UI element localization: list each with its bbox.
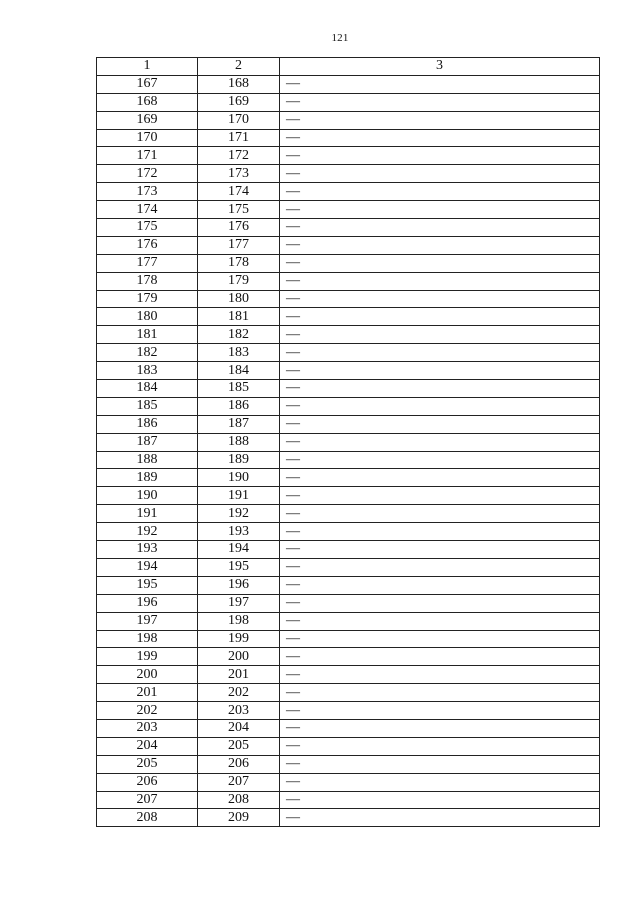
table-cell-col3: — — [280, 219, 600, 237]
table-cell-col3: — — [280, 648, 600, 666]
table-cell-col1: 205 — [97, 755, 198, 773]
table-cell-col3: — — [280, 201, 600, 219]
table-row — [97, 380, 600, 398]
table-cell-col2: 209 — [198, 809, 280, 827]
table-cell-col1: 201 — [97, 684, 198, 702]
table-row — [97, 290, 600, 308]
table-cell-col2: 185 — [198, 380, 280, 398]
table-row — [97, 254, 600, 272]
table-cell-col3: — — [280, 666, 600, 684]
table-cell-col1: 168 — [97, 93, 198, 111]
table-cell-col1: 174 — [97, 201, 198, 219]
table-cell-col3: — — [280, 469, 600, 487]
table-cell-col2: 191 — [198, 487, 280, 505]
table-row — [97, 236, 600, 254]
table-cell-col1: 194 — [97, 558, 198, 576]
table-cell-col3: — — [280, 451, 600, 469]
table-cell-col1: 186 — [97, 415, 198, 433]
table-row — [97, 326, 600, 344]
table-cell-col3: — — [280, 719, 600, 737]
table-cell-col1: 188 — [97, 451, 198, 469]
table-cell-col2: 179 — [198, 272, 280, 290]
column-header-1: 1 — [97, 58, 198, 76]
table-cell-col3: — — [280, 415, 600, 433]
table-row — [97, 147, 600, 165]
table-cell-col1: 170 — [97, 129, 198, 147]
column-header-2: 2 — [198, 58, 280, 76]
table-cell-col2: 182 — [198, 326, 280, 344]
table-cell-col1: 171 — [97, 147, 198, 165]
table-row — [97, 272, 600, 290]
table-cell-col2: 203 — [198, 702, 280, 720]
table-cell-col1: 178 — [97, 272, 198, 290]
table-cell-col2: 206 — [198, 755, 280, 773]
table-cell-col1: 190 — [97, 487, 198, 505]
table-cell-col2: 183 — [198, 344, 280, 362]
table-cell-col1: 207 — [97, 791, 198, 809]
table-cell-col3: — — [280, 147, 600, 165]
table-cell-col2: 170 — [198, 111, 280, 129]
table-cell-col3: — — [280, 541, 600, 559]
column-header-3: 3 — [280, 58, 600, 76]
table-row — [97, 469, 600, 487]
table-row — [97, 129, 600, 147]
table-cell-col3: — — [280, 75, 600, 93]
table-cell-col3: — — [280, 272, 600, 290]
table-cell-col1: 185 — [97, 397, 198, 415]
table-cell-col1: 195 — [97, 576, 198, 594]
table-row — [97, 201, 600, 219]
table-cell-col1: 180 — [97, 308, 198, 326]
table-cell-col1: 177 — [97, 254, 198, 272]
table-row — [97, 397, 600, 415]
table-cell-col3: — — [280, 326, 600, 344]
table-cell-col1: 193 — [97, 541, 198, 559]
table-cell-col3: — — [280, 111, 600, 129]
table-cell-col3: — — [280, 755, 600, 773]
table-cell-col3: — — [280, 576, 600, 594]
table-cell-col2: 205 — [198, 737, 280, 755]
table-row — [97, 666, 600, 684]
table-row — [97, 576, 600, 594]
table-row — [97, 737, 600, 755]
table-cell-col3: — — [280, 702, 600, 720]
table-cell-col2: 196 — [198, 576, 280, 594]
table-cell-col3: — — [280, 290, 600, 308]
table-row — [97, 773, 600, 791]
table-body — [97, 75, 600, 826]
table-cell-col2: 181 — [198, 308, 280, 326]
table-cell-col1: 199 — [97, 648, 198, 666]
table-row — [97, 594, 600, 612]
table-cell-col2: 204 — [198, 719, 280, 737]
table-row — [97, 702, 600, 720]
table-cell-col1: 179 — [97, 290, 198, 308]
table-row — [97, 630, 600, 648]
table-cell-col2: 188 — [198, 433, 280, 451]
table-cell-col1: 184 — [97, 380, 198, 398]
table-cell-col1: 206 — [97, 773, 198, 791]
table-row — [97, 541, 600, 559]
table-cell-col1: 167 — [97, 75, 198, 93]
table-row — [97, 487, 600, 505]
table-cell-col3: — — [280, 594, 600, 612]
table-header-row — [97, 58, 600, 76]
table-cell-col2: 184 — [198, 362, 280, 380]
table-cell-col2: 169 — [198, 93, 280, 111]
table-cell-col3: — — [280, 308, 600, 326]
table-cell-col2: 201 — [198, 666, 280, 684]
table-cell-col3: — — [280, 254, 600, 272]
table-row — [97, 219, 600, 237]
table-cell-col1: 204 — [97, 737, 198, 755]
table-cell-col2: 186 — [198, 397, 280, 415]
table-cell-col2: 171 — [198, 129, 280, 147]
table-cell-col1: 203 — [97, 719, 198, 737]
table-row — [97, 415, 600, 433]
table-cell-col1: 208 — [97, 809, 198, 827]
table-row — [97, 362, 600, 380]
data-table — [96, 57, 600, 827]
table-cell-col2: 200 — [198, 648, 280, 666]
table-cell-col2: 208 — [198, 791, 280, 809]
table-cell-col3: — — [280, 505, 600, 523]
table-cell-col3: — — [280, 433, 600, 451]
table-cell-col3: — — [280, 129, 600, 147]
table-row — [97, 684, 600, 702]
table-cell-col2: 187 — [198, 415, 280, 433]
table-cell-col1: 196 — [97, 594, 198, 612]
table-row — [97, 308, 600, 326]
table-cell-col2: 180 — [198, 290, 280, 308]
table-cell-col2: 189 — [198, 451, 280, 469]
table-cell-col2: 197 — [198, 594, 280, 612]
page-number: 121 — [331, 32, 349, 44]
table-cell-col3: — — [280, 165, 600, 183]
table-cell-col1: 187 — [97, 433, 198, 451]
table-row — [97, 75, 600, 93]
table-cell-col2: 175 — [198, 201, 280, 219]
table-cell-col3: — — [280, 344, 600, 362]
table-row — [97, 755, 600, 773]
table-cell-col3: — — [280, 93, 600, 111]
table-cell-col3: — — [280, 791, 600, 809]
table-cell-col1: 172 — [97, 165, 198, 183]
table-cell-col2: 193 — [198, 523, 280, 541]
table-cell-col2: 192 — [198, 505, 280, 523]
table-row — [97, 791, 600, 809]
table-cell-col2: 173 — [198, 165, 280, 183]
table-cell-col3: — — [280, 558, 600, 576]
table-cell-col1: 192 — [97, 523, 198, 541]
table-cell-col1: 173 — [97, 183, 198, 201]
table-cell-col3: — — [280, 737, 600, 755]
table-cell-col3: — — [280, 523, 600, 541]
table-row — [97, 433, 600, 451]
table-row — [97, 344, 600, 362]
table-cell-col3: — — [280, 380, 600, 398]
table-cell-col3: — — [280, 487, 600, 505]
table-cell-col1: 202 — [97, 702, 198, 720]
table-row — [97, 111, 600, 129]
table-cell-col2: 207 — [198, 773, 280, 791]
table-cell-col2: 176 — [198, 219, 280, 237]
table-cell-col1: 191 — [97, 505, 198, 523]
table-cell-col3: — — [280, 630, 600, 648]
table-row — [97, 612, 600, 630]
table-header — [97, 58, 600, 76]
table-cell-col1: 182 — [97, 344, 198, 362]
table-cell-col3: — — [280, 773, 600, 791]
table-row — [97, 558, 600, 576]
table-cell-col2: 202 — [198, 684, 280, 702]
table-cell-col2: 198 — [198, 612, 280, 630]
table-cell-col1: 198 — [97, 630, 198, 648]
table-row — [97, 165, 600, 183]
table-cell-col2: 199 — [198, 630, 280, 648]
table-cell-col3: — — [280, 236, 600, 254]
table-cell-col2: 177 — [198, 236, 280, 254]
table-cell-col1: 176 — [97, 236, 198, 254]
table-cell-col1: 181 — [97, 326, 198, 344]
table-cell-col2: 174 — [198, 183, 280, 201]
table-row — [97, 451, 600, 469]
table-row — [97, 523, 600, 541]
table-row — [97, 719, 600, 737]
table-cell-col2: 178 — [198, 254, 280, 272]
table-cell-col3: — — [280, 809, 600, 827]
table-cell-col3: — — [280, 612, 600, 630]
table-cell-col2: 168 — [198, 75, 280, 93]
table-cell-col3: — — [280, 684, 600, 702]
table-cell-col1: 175 — [97, 219, 198, 237]
table-row — [97, 809, 600, 827]
table-cell-col1: 200 — [97, 666, 198, 684]
table-cell-col3: — — [280, 397, 600, 415]
table-cell-col2: 190 — [198, 469, 280, 487]
table-row — [97, 183, 600, 201]
table-cell-col1: 169 — [97, 111, 198, 129]
table-cell-col1: 183 — [97, 362, 198, 380]
table-cell-col1: 197 — [97, 612, 198, 630]
table-row — [97, 648, 600, 666]
table-cell-col2: 194 — [198, 541, 280, 559]
table-cell-col1: 189 — [97, 469, 198, 487]
table-row — [97, 505, 600, 523]
table-cell-col2: 172 — [198, 147, 280, 165]
table-cell-col3: — — [280, 183, 600, 201]
table-cell-col3: — — [280, 362, 600, 380]
table-cell-col2: 195 — [198, 558, 280, 576]
table-row — [97, 93, 600, 111]
